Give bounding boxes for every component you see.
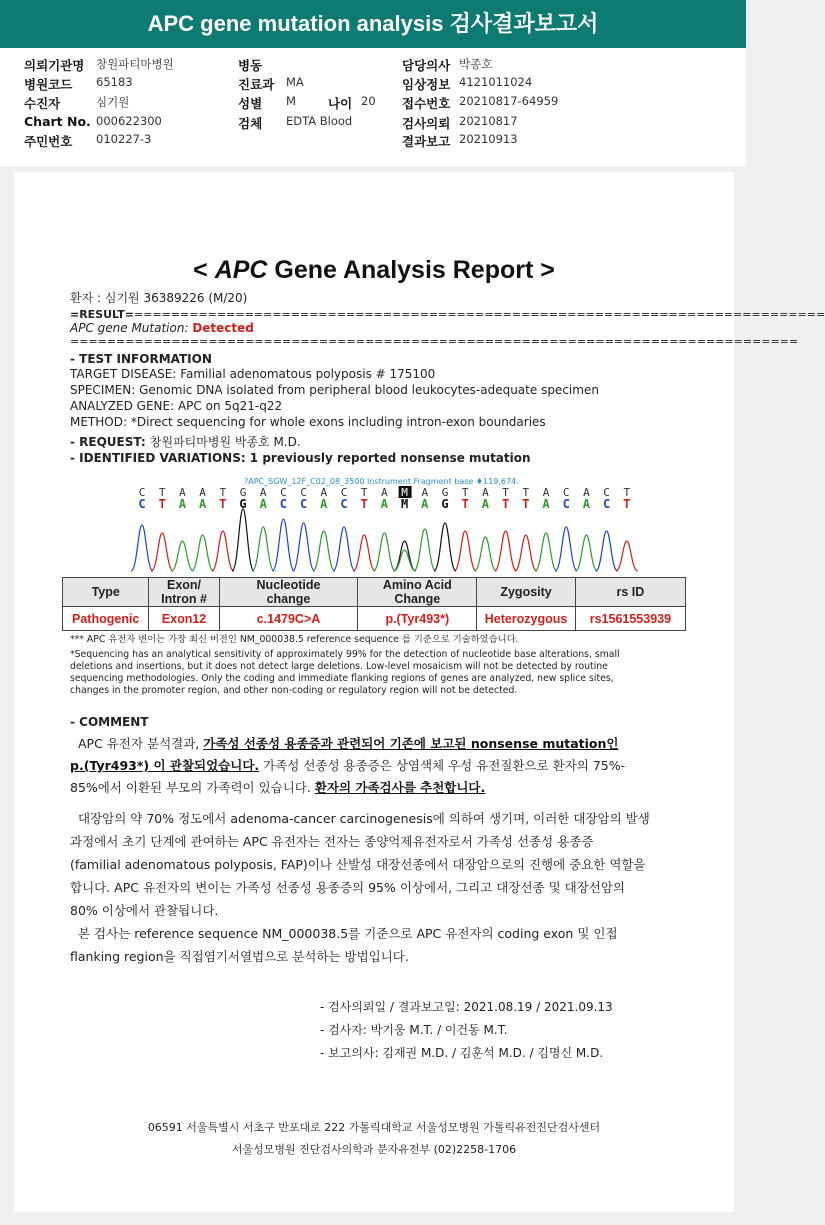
field-label: 의뢰기관명	[24, 58, 85, 73]
called-base: A	[582, 497, 591, 511]
field-value: MA	[286, 75, 304, 89]
trace-peak	[454, 531, 476, 571]
reference-base: A	[259, 486, 267, 499]
field-value: 20210817-64959	[459, 94, 559, 108]
called-base: G	[239, 497, 247, 511]
col-header: Exon/ Intron #	[149, 578, 219, 607]
trace-peak	[212, 531, 234, 571]
report-title-bar	[0, 0, 746, 48]
trace-peak	[434, 523, 456, 571]
called-base: A	[178, 497, 187, 511]
field-label: 수진자	[24, 96, 61, 111]
info-row	[0, 56, 746, 75]
trace-peak	[616, 541, 638, 571]
trace-curves	[131, 509, 638, 571]
field-value: 65183	[96, 75, 133, 89]
field-label: 담당의사	[402, 58, 451, 73]
sensitivity-note-2: deletions and insertions, but it does not detect large deletions. Low-level mosaicism will not be detected by routine	[70, 661, 608, 672]
field-label: 나이	[328, 96, 353, 111]
col-header: rs ID	[575, 578, 685, 607]
info-row	[0, 94, 746, 113]
trace-peak	[293, 523, 315, 571]
reference-base: A	[381, 486, 388, 499]
trace-peak	[131, 525, 153, 571]
reference-base: A	[179, 486, 186, 499]
reference-base: C	[562, 486, 570, 499]
test-info-heading: - TEST INFORMATION	[70, 352, 212, 366]
signoff-reporters: - 보고의사: 김재권 M.D. / 김훈석 M.D. / 김명신 M.D.	[320, 1046, 604, 1060]
field-label: 검사의뢰	[402, 116, 451, 131]
trace-peak	[192, 535, 214, 571]
field-label: 결과보고	[402, 134, 451, 149]
sensitivity-note-3: sequencing methodologies. Only the coding and immediate flanking regions of genes are analyzed, new splice sites,	[70, 673, 614, 684]
reference-base: G	[239, 486, 247, 499]
comment-text: APC 유전자 분석결과,	[78, 736, 204, 751]
comment-text: 가족성 선종성 용종증은 상염색체 우성 유전질환으로 환자의 75%-	[259, 758, 626, 773]
patient-line: 환자 : 심기원 36389226 (M/20)	[70, 291, 248, 305]
analyzed-gene: ANALYZED GENE: APC on 5q21-q22	[70, 399, 283, 413]
sensitivity-note-1: *Sequencing has an analytical sensitivity of approximately 99% for the detection of nucleotide base alterations, small	[70, 649, 620, 660]
reference-base: T	[623, 486, 631, 499]
paragraph-3-line-2: flanking region을 직접염기서열법으로 분석하는 방법입니다.	[70, 949, 409, 964]
reference-base: M	[401, 486, 408, 499]
header-text: Type	[91, 585, 120, 599]
trace-peak	[394, 541, 416, 571]
cell-type: Pathogenic	[63, 607, 149, 631]
called-base: T	[461, 497, 469, 511]
chromatogram-label: ?APC_SGW_12F_C02_08_3500 Instrument Fragment base ♦119,674.	[244, 477, 519, 486]
cell-amino-acid: p.(Tyr493*)	[358, 607, 477, 631]
info-row	[0, 75, 746, 94]
called-base: C	[562, 497, 570, 511]
field-value: 20	[361, 94, 376, 108]
called-base: G	[441, 497, 449, 511]
comment-line-3	[70, 778, 485, 796]
reference-base: A	[542, 486, 550, 499]
method: METHOD: *Direct sequencing for whole exons including intron-exon boundaries	[70, 415, 546, 429]
trace-peak	[272, 519, 294, 571]
called-base: T	[219, 497, 227, 511]
reference-base: T	[461, 486, 469, 499]
cell-zygosity: Heterozygous	[477, 607, 576, 631]
paragraph-2-line-2: 과정에서 초기 단계에 관여하는 APC 유전자는 전자는 종양억제유전자로서 가족성 선종성 용종증	[70, 834, 594, 849]
reference-base: T	[360, 486, 368, 499]
trace-peak	[535, 533, 557, 571]
heading-suffix: Gene Analysis Report >	[267, 256, 555, 284]
reference-base: T	[522, 486, 530, 499]
trace-peak	[171, 541, 193, 571]
called-base: C	[299, 497, 308, 511]
paragraph-2-line-4: 합니다. APC 유전자의 변이는 가족성 선종성 용종증의 95% 이상에서, 그리고 대장선종 및 대장선암의	[70, 880, 626, 895]
comment-emphasis: 가족성 선종성 용종증과 관련되어 기존에 보고된 nonsense mutation인	[203, 736, 619, 751]
field-value: 000622300	[96, 114, 162, 128]
mutation-status	[70, 321, 254, 335]
col-header	[63, 578, 149, 607]
called-base: A	[542, 497, 550, 511]
field-label: 병원코드	[24, 77, 73, 92]
reference-base: A	[199, 486, 206, 499]
paragraph-2-line-3: (familial adenomatous polyposis, FAP)이나 산발성 대장선종에서 대장암으로의 진행에 중요한 역할을	[70, 857, 646, 872]
field-label: 성별	[238, 96, 263, 111]
field-value: 4121011024	[459, 75, 533, 89]
called-base: C	[279, 497, 288, 511]
sensitivity-note-4: changes in the promoter region, and other non-coding or regulatory region will not be detected.	[70, 685, 518, 696]
called-base: A	[380, 497, 389, 511]
field-label: 진료과	[238, 77, 275, 92]
footer-address: 06591 서울특별시 서초구 반포대로 222 가톨릭대학교 서울성모병원 가톨릭유전진단검사센터	[147, 1121, 601, 1134]
field-label: 주민번호	[24, 134, 73, 149]
called-base: T	[501, 497, 510, 511]
result-separator	[70, 308, 825, 321]
trace-peak	[373, 533, 395, 571]
cell-exon: Exon12	[149, 607, 219, 631]
trace-peak	[252, 527, 274, 571]
called-base: M	[400, 497, 409, 511]
request-line	[70, 433, 301, 450]
trace-peak	[515, 535, 537, 571]
paragraph-2-line-1: 대장암의 약 70% 정도에서 adenoma-cancer carcinogenesis에 의하여 생기며, 이러한 대장암의 발생	[78, 811, 650, 826]
field-label: Chart No.	[24, 114, 91, 129]
field-label: 검체	[238, 116, 263, 131]
target-disease: TARGET DISEASE: Familial adenomatous polyposis # 175100	[70, 367, 436, 381]
report-title: APC gene mutation analysis 검사결과보고서	[147, 11, 599, 36]
cell-nucleotide: c.1479C>A	[219, 607, 358, 631]
report-heading	[14, 256, 734, 285]
comment-line-2	[70, 756, 625, 774]
col-header: Nucleotide change	[219, 578, 358, 607]
trace-peak	[151, 533, 173, 571]
comment-line-1	[78, 734, 619, 752]
info-row	[0, 132, 746, 151]
table-row	[63, 607, 686, 631]
separator-line: ===============================================================================	[70, 335, 799, 348]
called-base: T	[522, 497, 530, 511]
trace-peak	[555, 527, 577, 571]
reference-base: A	[482, 486, 489, 499]
field-label: 임상정보	[402, 77, 451, 92]
trace-peak	[394, 550, 416, 571]
result-dashes: ===========================================================================	[133, 308, 825, 321]
reference-base: T	[219, 486, 227, 499]
comment-heading: - COMMENT	[70, 715, 149, 729]
info-row	[0, 114, 746, 133]
comment-emphasis: 환자의 가족검사를 추천합니다.	[314, 780, 486, 795]
paragraph-2-line-5: 80% 이상에서 관찰됩니다.	[70, 903, 219, 918]
reference-base: A	[421, 486, 429, 499]
comment-text: 85%에서 이환된 부모의 가족력이 있습니다.	[70, 780, 315, 795]
col-header: Amino Acid Change	[358, 578, 477, 607]
reference-base: A	[320, 486, 328, 499]
field-value: EDTA Blood	[286, 114, 353, 128]
field-value: 20210817	[459, 114, 518, 128]
field-value: 박종호	[459, 57, 493, 71]
heading-prefix: <	[193, 256, 215, 284]
reference-base: T	[502, 486, 509, 499]
field-value: 심기원	[96, 95, 130, 109]
trace-peak	[313, 531, 335, 571]
variation-table	[62, 577, 686, 631]
specimen: SPECIMEN: Genomic DNA isolated from peripheral blood leukocytes-adequate specimen	[70, 383, 599, 397]
trace-peak	[414, 529, 436, 571]
mutation-label: APC gene Mutation:	[70, 321, 193, 335]
called-base: A	[320, 497, 328, 511]
reference-note: *** APC 유전자 변이는 가장 최신 버전인 NM_000038.5 reference sequence 를 기준으로 기술하였습니다.	[70, 634, 519, 645]
reference-base: C	[280, 486, 287, 499]
cell-rsid: rs1561553939	[575, 607, 685, 631]
trace-peak	[596, 531, 618, 571]
signoff-dates: - 검사의뢰일 / 결과보고일: 2021.08.19 / 2021.09.13	[320, 1000, 613, 1014]
trace-peak	[495, 531, 517, 571]
called-base: C	[340, 497, 348, 511]
paragraph-3-line-1: 본 검사는 reference sequence NM_000038.5를 기준으로 APC 유전자의 coding exon 및 인접	[78, 926, 618, 941]
field-label: 병동	[238, 58, 263, 73]
comment-emphasis: p.(Tyr493*) 이 관찰되었습니다.	[70, 758, 260, 773]
called-base: T	[623, 497, 631, 511]
patient-info-header	[0, 48, 746, 166]
heading-gene: APC	[214, 256, 268, 284]
field-value: M	[286, 94, 296, 108]
trace-peak	[333, 527, 355, 571]
called-base: A	[481, 497, 490, 511]
trace-peak	[575, 535, 597, 571]
called-bases-row	[138, 497, 630, 511]
trace-peak	[474, 537, 496, 571]
reference-base: C	[138, 486, 146, 499]
reference-base: T	[158, 486, 166, 499]
called-base: A	[421, 497, 429, 511]
called-base: T	[158, 497, 166, 511]
called-base: A	[259, 497, 267, 511]
field-value: 창원파티마병원	[96, 57, 174, 71]
called-base: T	[360, 497, 368, 511]
result-label: =RESULT=	[70, 308, 134, 321]
request-label: - REQUEST:	[70, 435, 150, 449]
report-document	[14, 172, 825, 1212]
trace-peak	[353, 535, 375, 571]
trace-peak	[232, 509, 254, 571]
reference-base: C	[603, 486, 610, 499]
reference-base: G	[441, 486, 449, 499]
field-label: 접수번호	[402, 96, 451, 111]
reference-base: C	[340, 486, 348, 499]
called-base: A	[198, 497, 207, 511]
request-value: 창원파티마병원 박종호 M.D.	[149, 435, 301, 449]
reference-base: A	[583, 486, 590, 499]
mutation-value: Detected	[192, 321, 254, 335]
table-header-row	[63, 578, 686, 607]
signoff-testers: - 검사자: 박기웅 M.T. / 이건동 M.T.	[320, 1023, 508, 1037]
col-header: Zygosity	[477, 578, 576, 607]
called-base: C	[138, 497, 146, 511]
called-base: C	[602, 497, 611, 511]
reference-base: C	[300, 486, 307, 499]
sequence-chromatogram	[114, 475, 634, 575]
field-value: 20210913	[459, 132, 518, 146]
field-value: 010227-3	[96, 132, 152, 146]
footer-department: 서울성모병원 진단검사의학과 분자유전부 (02)2258-1706	[231, 1143, 517, 1156]
identified-variations: - IDENTIFIED VARIATIONS: 1 previously reported nonsense mutation	[70, 451, 531, 465]
